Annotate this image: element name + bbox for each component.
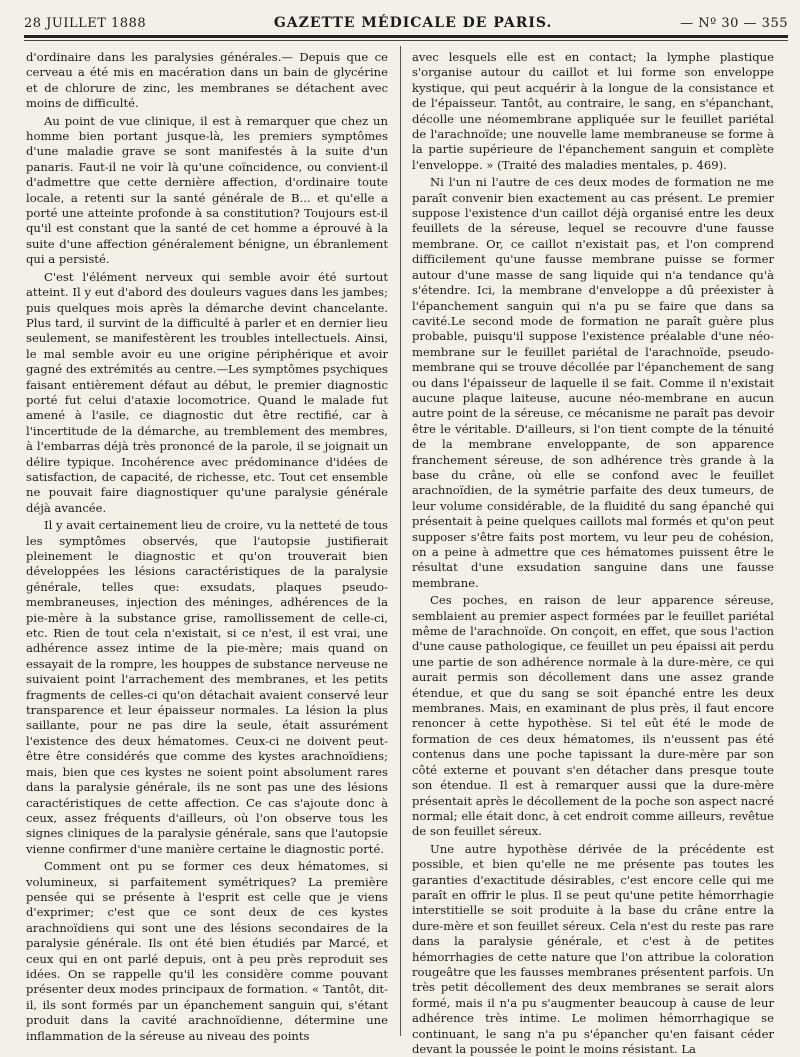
- header-rule: [24, 35, 788, 38]
- header-rule-thin: [24, 40, 788, 41]
- issue-page-number: — Nº 30 — 355: [680, 15, 788, 31]
- journal-title: GAZETTE MÉDICALE DE PARIS.: [273, 15, 553, 31]
- paragraph: Ni l'un ni l'autre de ces deux modes de formation ne me paraît convenir bien exactement au cas présent. Le premier suppose l'existence d'un caillot déjà organisé entre les deux feuillets de la séreuse, lequel se recouvre d'une fausse membrane. Or, ce caillot n'existait pas, et l'on comprend difficilement qu'une fausse membrane puisse se former autour d'une masse de sang liquide qui n'a tendance qu'à s'étendre. Ici, la membrane d'enveloppe a dû préexister à l'épanchement sanguin qui n'a pu se faire que dans sa cavité.Le second mode de formation ne paraît guère plus probable, puisqu'il suppose l'existence préalable d'une néo-membrane sur le feuillet pariétal de l'arachnoïde, pseudo-membrane qui se trouve décollée par l'épanchement de sang ou dans l'épaisseur de laquelle il se fait. Comme il n'existait aucune plaque laiteuse, aucune néo-membrane en aucun autre point de la séreuse, ce mécanisme ne paraît pas devoir être le véritable. D'ailleurs, si l'on tient compte de la ténuité de la membrane enveloppante, de son apparence franchement séreuse, de son adhérence très grande à la base du crâne, où elle se confond avec le feuillet arachnoïdien, de la symétrie parfaite des deux tumeurs, de leur volume considérable, de la fluidité du sang épanché qui présentait à peine quelques caillots mal formés et qu'on peut supposer s'être faits post mortem, vu leur peu de cohésion, on a peine à admettre que ces hématomes puissent être le résultat d'une exsudation sanguine dans une fausse membrane.: [412, 175, 774, 590]
- paragraph: avec lesquels elle est en contact; la lymphe plastique s'organise autour du caillot et lui forme son enveloppe kystique, qui peut acquérir à la longue de la consistance et de l'épaisseur. Tantôt, au contraire, le sang, en s'épanchant, décolle une néomembrane appliquée sur le feuillet pariétal de l'arachnoïde; une nouvelle lame membraneuse se forme à la partie supérieure de l'épanchement sanguin et complète l'enveloppe. » (Traité des maladies mentales, p. 469).: [412, 50, 774, 172]
- paragraph: C'est l'élément nerveux qui semble avoir été surtout atteint. Il y eut d'abord des douleurs vagues dans les jambes; puis quelques mois après la démarche devint chancelante. Plus tard, il survint de la difficulté à parler et en dernier lieu seulement, se manifestèrent les troubles intellectuels. Ainsi, le mal semble avoir eu une origine périphérique et avoir gagné des extrémités au centre.—Les symptômes psychiques faisant entièrement défaut au début, le premier diagnostic porté fut celui d'ataxie locomotrice. Quand le malade fut amené à l'asile, ce diagnostic dut être rectifié, car à l'incertitude de la démarche, au tremblement des membres, à l'embarras déjà très prononcé de la parole, il se joignait un délire typique. Incohérence avec prédominance d'idées de satisfaction, de capacité, de richesse, etc. Tout cet ensemble ne pouvait faire diagnostiquer qu'une paralysie générale déjà avancée.: [26, 269, 388, 515]
- column-divider: [400, 46, 401, 1036]
- left-column: [26, 50, 388, 1043]
- paragraph: Il y avait certainement lieu de croire, vu la netteté de tous les symptômes observés, que l'autopsie justifierait pleinement le diagnostic et qu'on trouverait bien développées les lésions caractéristiques de la paralysie générale, telles que: exsudats, plaques pseudo-membraneuses, injection des méninges, adhérences de la pie-mère à la substance grise, ramollissement de celle-ci, etc. Rien de tout cela n'existait, si ce n'est, il est vrai, une adhérence assez intime de la pie-mère; mais quand on essayait de la rompre, les houppes de substance nerveuse ne suivaient point l'arrachement des membranes, et les petits fragments de celles-ci qu'on détachait avaient conservé leur transparence et leur épaisseur normales. La lésion la plus saillante, pour ne pas dire la seule, était assurément l'existence des deux hématomes. Ceux-ci ne doivent peut-être être considérés que comme des kystes arachnoïdiens; mais, bien que ces kystes ne soient point absolument rares dans la paralysie générale, ils ne sont pas une des lésions caractéristiques de cette affection. Ce cas s'ajoute donc à ceux, assez fréquents d'ailleurs, où l'on observe tous les signes cliniques de la paralysie générale, sans que l'autopsie vienne confirmer d'une manière certaine le diagnostic porté.: [26, 518, 388, 856]
- paragraph: Comment ont pu se former ces deux hématomes, si volumineux, si parfaitement symétriques? La première pensée qui se présente à l'esprit est celle que je viens d'exprimer; c'est que ce sont deux de ces kystes arachnoïdiens qui sont une des lésions secondaires de la paralysie générale. Ils ont été bien étudiés par Marcé, et ceux qui en ont parlé depuis, ont à peu près reproduit ses idées. On se rappelle qu'il les considère comme pouvant présenter deux modes principaux de formation. « Tantôt, dit-il, ils sont formés par un épanchement sanguin qui, s'étant produit dans la cavité arachnoïdienne, détermine une inflammation de la séreuse au niveau des points: [26, 859, 388, 1043]
- paragraph: Ces poches, en raison de leur apparence séreuse, semblaient au premier aspect formées par le feuillet pariétal même de l'arachnoïde. On conçoit, en effet, que sous l'action d'une cause pathologique, ce feuillet un peu épaissi ait perdu une partie de son adhérence normale à la dure-mère, ce qui aurait permis son décollement dans une assez grande étendue, et que du sang se soit épanché entre les deux membranes. Mais, en examinant de plus près, il faut encore renoncer à cette hypothèse. Si tel eût été le mode de formation de ces deux hématomes, ils n'eussent pas été contenus dans une poche tapissant la dure-mère par son côté externe et pouvant s'en détacher dans presque toute son étendue. Il est à remarquer aussi que la dure-mère présentait après le décollement de la poche son aspect nacré normal; elle était donc, à cet endroit comme ailleurs, revêtue de son feuillet séreux.: [412, 593, 774, 839]
- paragraph: d'ordinaire dans les paralysies générales.— Depuis que ce cerveau a été mis en macération dans un bain de glycérine et de chlorure de zinc, les membranes se détachent avec moins de difficulté.: [26, 50, 388, 111]
- paragraph: Une autre hypothèse dérivée de la précédente est possible, et bien qu'elle ne me présente pas toutes les garanties d'exactitude désirables, c'est encore celle qui me paraît en offrir le plus. Il se peut qu'une petite hémorrhagie interstitielle se soit produite à la base du crâne entre la dure-mère et son feuillet séreux. Cela n'est du reste pas rare dans la paralysie générale, et c'est à de petites hémorrhagies de cette nature que l'on attribue la coloration rougeâtre que les fausses membranes présentent parfois. Un très petit décollement des deux membranes se serait alors formé, mais il n'a pu s'augmenter beaucoup à cause de leur adhérence très intime. Le molimen hémorrhagique se continuant, le sang n'a pu s'épancher qu'en faisant céder devant la poussée le point le moins résistant. La: [412, 841, 774, 1056]
- page-header: [24, 12, 788, 34]
- right-column: [412, 50, 774, 1056]
- paragraph: Au point de vue clinique, il est à remarquer que chez un homme bien portant jusque-là, les premiers symptômes d'une maladie grave se sont manifestés à la suite d'un panaris. Faut-il ne voir là qu'une coïncidence, ou convient-il d'admettre que cette dernière affection, d'ordinaire toute locale, a retenti sur la santé générale de B... et qu'elle a porté une atteinte profonde à sa constitution? Toujours est-il qu'il est constant que la santé de cet homme a éprouvé à la suite d'une affection généralement bénigne, un ébranlement qui a persisté.: [26, 113, 388, 267]
- header-date: 28 JUILLET 1888: [24, 15, 147, 31]
